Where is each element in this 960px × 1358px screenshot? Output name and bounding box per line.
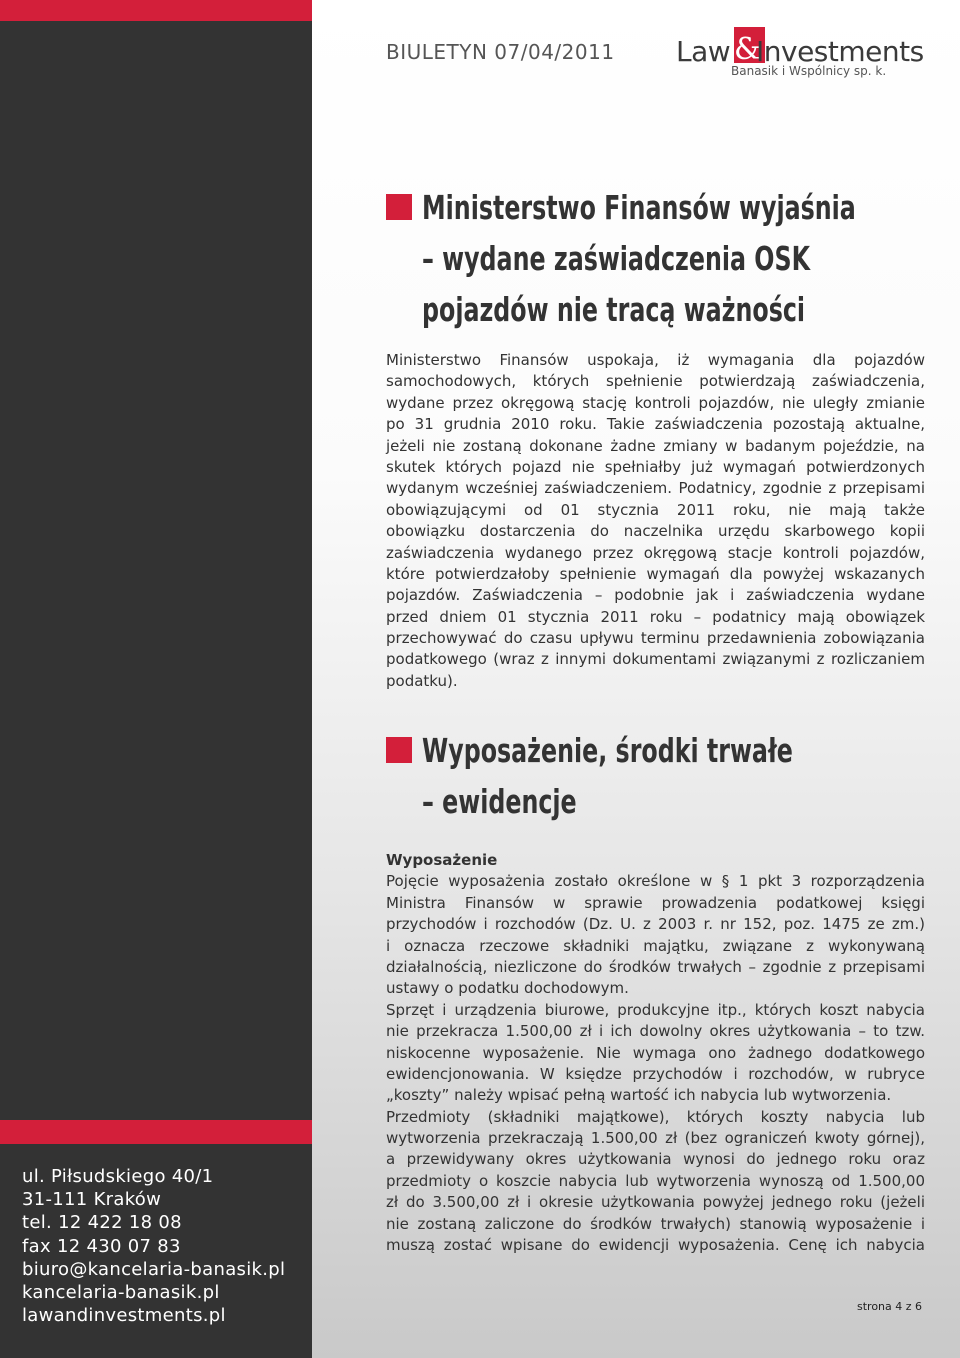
body-line: Pojęcie wyposażenia zostało określone w § 1 pkt 3 rozporządzenia (386, 872, 925, 891)
logo-subtitle: Banasik i Wspólnicy sp. k. (731, 64, 887, 78)
address-street: ul. Piłsudskiego 40/1 (22, 1166, 214, 1187)
body-line: przechowywać do czasu upływu terminu przedawnienia zobowiązania (386, 629, 925, 648)
body-line: niskocenne wyposażenie. Nie wymaga ono żadnego dodatkowego (386, 1043, 925, 1062)
section2-title-line: Wyposażenie, środki trwałe (422, 731, 793, 770)
page-number: strona 4 z 6 (857, 1300, 923, 1313)
body-line: obowiązującymi od 01 stycznia 2011 roku, nie mają także (386, 500, 925, 519)
body-line: muszą zostać wpisane do ewidencji wyposażenia. Cenę ich nabycia (386, 1236, 925, 1255)
body-line: nie przekracza 1.500,00 zł i ich dowolny okres użytkowania – to tzw. (386, 1022, 925, 1041)
address-city: 31-111 Kraków (22, 1189, 162, 1211)
logo-ampersand: & (734, 32, 761, 67)
sidebar (0, 0, 312, 1358)
body-line: „koszty” należy wpisać pełną wartość ich nabycia lub wytworzenia. (386, 1086, 892, 1105)
body-line: przedmioty o koszcie nabycia lub wytworzenia wynoszą od 1.500,00 (386, 1171, 925, 1190)
phone-number: tel. 12 422 18 08 (22, 1212, 182, 1234)
body-line: samochodowych, których spełnienie potwierdzają zaświadczenia, (386, 372, 925, 391)
contact-block (22, 1165, 285, 1327)
company-logo (676, 26, 926, 82)
section2-heading-square-icon (386, 737, 412, 763)
logo-text-investments: Investments (756, 35, 924, 68)
section2-body (386, 850, 925, 1256)
body-line: które potwierdzałoby spełnienie wymagań dla powyżej wskazanych (386, 564, 925, 583)
body-line: wytworzenia przekraczają 1.500,00 zł (bez ograniczeń kwoty górnej), (386, 1129, 925, 1148)
body-line: podatkowego (wraz z innymi dokumentami związanymi z rozliczaniem (386, 650, 925, 669)
body-line: podatku). (386, 671, 458, 690)
body-line: przed dniem 01 stycznia 2011 roku – podatnicy mają obowiązek (386, 607, 925, 626)
body-line: wydanym wcześniej zaświadczeniem. Podatnicy, zgodnie z przepisami (386, 479, 925, 498)
logo-text-law: Law (676, 35, 731, 68)
body-line: ustawy o podatku dochodowym. (386, 979, 629, 998)
section1-body (386, 350, 925, 692)
body-line: Ministerstwo Finansów uspokaja, iż wymagania dla pojazdów (386, 351, 925, 369)
body-line: pojazdów. Zaświadczenia – podobnie jak i zaświadczenia wydane (386, 586, 925, 605)
section1-title (422, 182, 856, 335)
body-line: przychodów i rozchodów (Dz. U. z 2003 r. nr 152, poz. 1475 ze zm.) (386, 915, 925, 934)
body-line: nie zostaną zaliczone do środków trwałych) stanowią wyposażenie i (386, 1214, 925, 1233)
body-line: Ministra Finansów w sprawie prowadzenia podatkowej księgi (386, 893, 925, 912)
website-link-lawandinvestments[interactable]: lawandinvestments.pl (22, 1305, 226, 1327)
sidebar-top-accent-bar (0, 0, 312, 21)
bulletin-title: BIULETYN 07/04/2011 (386, 40, 615, 64)
body-line: Sprzęt i urządzenia biurowe, produkcyjne itp., których koszt nabycia (386, 1000, 925, 1019)
section1-title-line: pojazdów nie tracą ważności (422, 290, 806, 329)
body-line: jeżeli nie zostaną dokonane żadne zmiany w badanym pojeździe, na (386, 436, 925, 455)
body-line: po 31 grudnia 2010 roku. Takie zaświadczenia pozostają aktualne, (386, 415, 925, 434)
email-link[interactable]: biuro@kancelaria-banasik.pl (22, 1258, 286, 1280)
section1-title-line: – wydane zaświadczenia OSK (422, 239, 810, 278)
section2-title-line: – ewidencje (422, 782, 577, 821)
section2-title (422, 725, 793, 827)
body-line: ewidencjonowania. W księdze przychodów i rozchodów, w rubryce (386, 1064, 925, 1083)
body-line: a przewidywany okres użytkowania wynosi do jednego roku oraz (386, 1150, 925, 1169)
body-line: Przedmioty (składniki majątkowe), których koszty nabycia lub (386, 1107, 925, 1126)
body-line: działalnością, niezliczone do środków trwałych – zgodnie z przepisami (386, 957, 925, 976)
body-line: i oznacza rzeczowe składniki majątku, związane z wykonywaną (386, 936, 925, 955)
section1-heading-square-icon (386, 194, 412, 220)
body-line: skutek których pojazd nie spełniałby już wymagań potwierdzonych (386, 457, 925, 476)
sidebar-bottom-accent-bar (0, 1120, 312, 1144)
section2-subheading: Wyposażenie (386, 851, 498, 869)
body-line: zaświadczenia wydanego przez okręgową stacje kontroli pojazdów, (386, 543, 925, 562)
body-line: zł do 3.500,00 zł i okresie użytkowania powyżej jednego roku (jeżeli (386, 1193, 925, 1212)
website-link-banasik[interactable]: kancelaria-banasik.pl (22, 1282, 220, 1304)
fax-number: fax 12 430 07 83 (22, 1235, 181, 1257)
body-line: wydane przez okręgową stację kontroli pojazdów, nie uległy zmianie (386, 393, 925, 412)
body-line: obowiązku dostarczenia do naczelnika urzędu skarbowego kopii (386, 522, 925, 541)
section1-title-line: Ministerstwo Finansów wyjaśnia (422, 188, 856, 227)
